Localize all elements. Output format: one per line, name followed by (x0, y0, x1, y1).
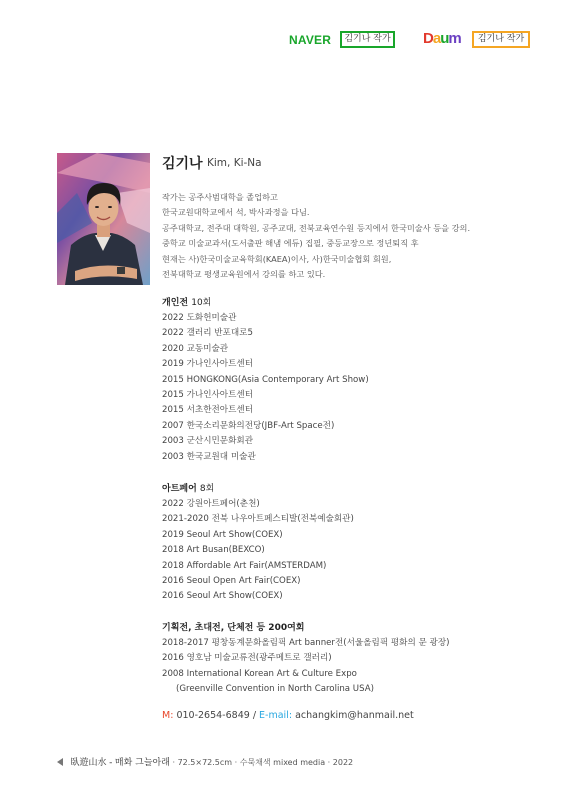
list-item: 2022 도화헌미술관 (162, 313, 237, 323)
artwork-title: 臥遊山水 (70, 758, 107, 768)
list-item: 2003 군산시민문화회관 (162, 436, 254, 447)
list-item: 2003 한국교원대 미술관 (162, 451, 256, 462)
bio-line: 공주대학교, 전주대 대학원, 공주교대, 전북교육연수원 등지에서 한국미술사 등을 강의. (162, 222, 471, 233)
contact-line (162, 710, 414, 721)
list-item: 2020 교동미술관 (162, 343, 229, 354)
list-item: 2016 Seoul Art Show(COEX) (162, 591, 283, 602)
caption-dash: - (109, 758, 113, 768)
solo-title: 개인전 (162, 298, 189, 308)
bio-line: 중학교 미술교과서(도서출판 해냄 에듀) 집필, 중등교장으로 정년퇴직 후 (162, 238, 419, 249)
list-item: 2021-2020 전북 나우아트페스티발(전북예술회관) (162, 514, 354, 525)
list-item: 2015 HONGKONG(Asia Contemporary Art Show) (162, 374, 369, 385)
bio-line: 작가는 공주사범대학을 졸업하고 (162, 192, 278, 202)
solo-count: 10회 (191, 298, 212, 308)
list-item: 2016 영호남 미술교류전(광주메트로 갤러리) (162, 653, 332, 664)
list-item: 2018-2017 평창동계문화올림픽 Art banner전(서울올림픽 평화의 문 광장) (162, 638, 450, 648)
artist-name-korean: 김기나 (162, 156, 203, 172)
artist-bio (162, 190, 552, 282)
list-item: 2022 강원아트페어(춘천) (162, 499, 260, 509)
list-item: 2015 서초한전아트센터 (162, 405, 254, 416)
section-title (162, 296, 369, 311)
phone-number[interactable]: 010-2654-6849 (176, 710, 250, 721)
artwork-caption (57, 755, 353, 768)
artist-name-english: Kim, Ki-Na (207, 157, 262, 169)
list-item: 2008 International Korean Art & Culture Expo (162, 668, 357, 679)
bio-line: 현재는 사)한국미술교육학회(KAEA)이사, 사)한국미술협회 회원, (162, 253, 392, 264)
section-title (162, 482, 354, 497)
list-item: 2007 한국소리문화의전당(JBF-Art Space전) (162, 420, 335, 431)
list-item: 2018 Art Busan(BEXCO) (162, 545, 265, 556)
list-item: (Greenville Convention in North Carolina USA) (176, 684, 374, 695)
list-item: 2022 갤러리 반포대로5 (162, 328, 253, 339)
daum-search-box[interactable]: 김기나 작가 (472, 31, 530, 48)
fair-title: 아트페어 (162, 484, 197, 494)
contact-separator: / (252, 710, 257, 721)
artwork-subtitle: 매화 그늘아래 (114, 758, 170, 768)
section-title: 기획전, 초대전, 단체전 등 200여회 (162, 623, 305, 633)
bio-line: 한국교원대학교에서 석, 박사과정을 다님. (162, 207, 310, 218)
triangle-left-icon (57, 758, 63, 766)
solo-exhibitions-section (162, 296, 369, 465)
list-item: 2019 가나인사아트센터 (162, 359, 254, 370)
artist-photo (57, 153, 150, 285)
bio-line: 전북대학교 평생교육원에서 강의를 하고 있다. (162, 269, 326, 280)
group-exhibitions-section (162, 621, 450, 698)
fair-count: 8회 (199, 484, 215, 494)
list-item: 2015 가나인사아트센터 (162, 390, 254, 401)
email-address[interactable]: achangkim@hanmail.net (295, 710, 414, 721)
mobile-label: M: (162, 710, 174, 721)
naver-logo: NAVER (289, 33, 332, 47)
naver-search-box[interactable]: 김기나 작가 (340, 31, 395, 48)
artwork-meta: · 72.5×72.5cm · 수묵채색 mixed media · 2022 (172, 758, 354, 767)
email-label: E-mail: (259, 710, 293, 721)
list-item: 2019 Seoul Art Show(COEX) (162, 529, 283, 540)
art-fair-section (162, 482, 354, 605)
daum-logo: Daum (423, 30, 461, 47)
list-item: 2018 Affordable Art Fair(AMSTERDAM) (162, 560, 327, 571)
list-item: 2016 Seoul Open Art Fair(COEX) (162, 576, 301, 587)
